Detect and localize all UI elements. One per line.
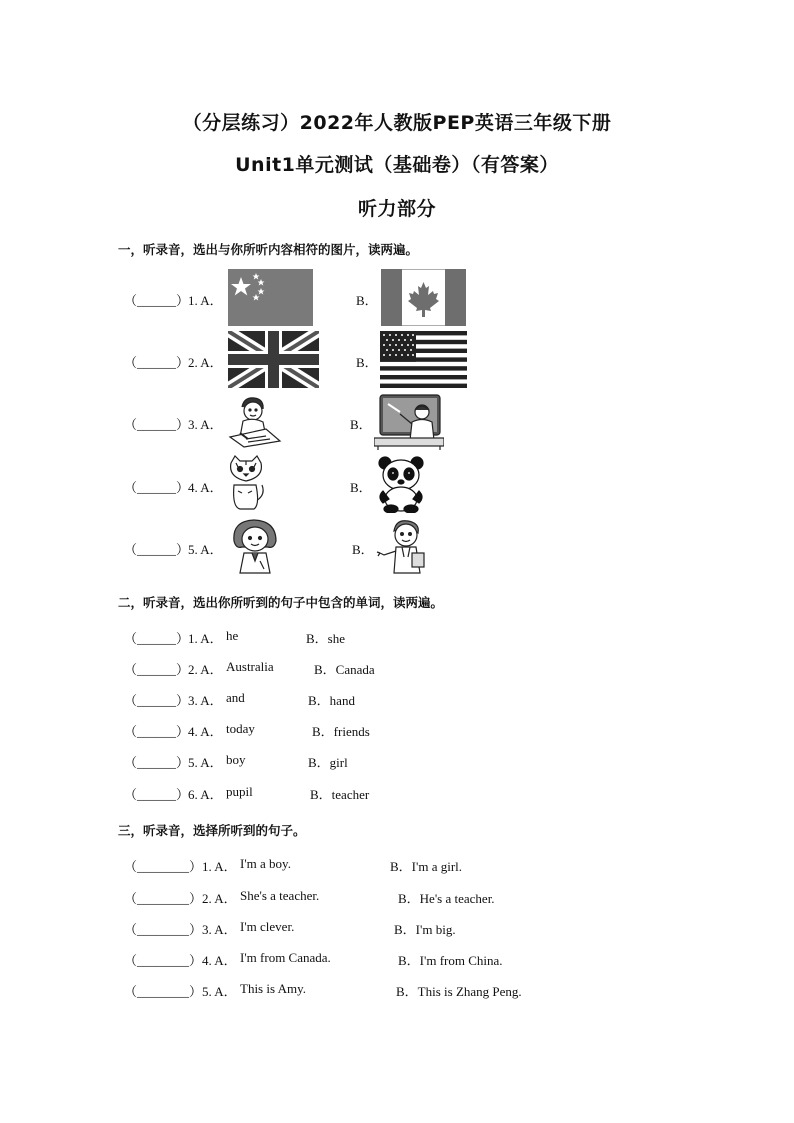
china-flag-icon[interactable]: [228, 269, 313, 326]
page-subtitle: Unit1单元测试（基础卷）（有答案）: [235, 154, 559, 176]
answer-blank[interactable]: （________）: [124, 953, 203, 968]
option-b: B．He's a teacher.: [398, 891, 495, 906]
teacher-blackboard-icon[interactable]: [374, 392, 444, 450]
option-b: B．she: [306, 631, 346, 646]
option-a: I'm a boy.: [240, 856, 291, 871]
question-number: 5. A．: [188, 542, 223, 557]
question-number: 4. A．: [202, 953, 237, 968]
answer-blank[interactable]: （______）: [124, 417, 190, 432]
question-number: 3. A．: [188, 693, 223, 708]
option-b: B．This is Zhang Peng.: [396, 984, 522, 999]
option-b: B．Canada: [314, 662, 375, 677]
answer-blank[interactable]: （________）: [124, 922, 203, 937]
option-b-label: B．: [356, 355, 378, 370]
pupil-writing-icon[interactable]: [226, 393, 282, 449]
girl-icon[interactable]: [230, 517, 280, 575]
option-a: boy: [226, 752, 246, 767]
question-number: 5. A．: [188, 755, 223, 770]
boy-pointing-icon[interactable]: [376, 517, 428, 575]
answer-blank[interactable]: （______）: [124, 662, 190, 677]
option-b: B．I'm big.: [394, 922, 456, 937]
answer-blank[interactable]: （______）: [124, 693, 190, 708]
option-a: She's a teacher.: [240, 888, 320, 903]
question-number: 3. A．: [202, 922, 237, 937]
question-number: 1. A．: [188, 631, 223, 646]
uk-flag-icon[interactable]: [228, 331, 319, 388]
answer-blank[interactable]: （______）: [124, 631, 190, 646]
question-number: 6. A．: [188, 787, 223, 802]
answer-blank[interactable]: （______）: [124, 355, 190, 370]
cat-icon[interactable]: [226, 455, 266, 513]
page-title: （分层练习）2022年人教版PEP英语三年级下册: [182, 112, 612, 134]
option-b: B．I'm from China.: [398, 953, 503, 968]
option-b: B．friends: [312, 724, 370, 739]
option-b: B．I'm a girl.: [390, 859, 463, 874]
option-a: This is Amy.: [240, 981, 306, 996]
option-b: B．hand: [308, 693, 355, 708]
part3-heading: 三，听录音，选择所听到的句子。: [118, 823, 306, 838]
answer-blank[interactable]: （______）: [124, 787, 190, 802]
question-number: 3. A．: [188, 417, 223, 432]
option-b: B．girl: [308, 755, 348, 770]
option-a: pupil: [226, 784, 253, 799]
section-title-listening: 听力部分: [357, 198, 436, 220]
option-a: he: [226, 628, 239, 643]
question-number: 4. A．: [188, 480, 223, 495]
answer-blank[interactable]: （______）: [124, 542, 190, 557]
answer-blank[interactable]: （______）: [124, 724, 190, 739]
option-a: and: [226, 690, 245, 705]
option-b-label: B．: [350, 417, 372, 432]
option-a: I'm clever.: [240, 919, 295, 934]
option-b-label: B．: [356, 293, 378, 308]
question-number: 2. A．: [202, 891, 237, 906]
answer-blank[interactable]: （______）: [124, 755, 190, 770]
question-number: 1. A．: [202, 859, 237, 874]
option-a: today: [226, 721, 255, 736]
answer-blank[interactable]: （________）: [124, 984, 203, 999]
part1-heading: 一，听录音，选出与你所听内容相符的图片，读两遍。: [118, 242, 419, 257]
question-number: 1. A．: [188, 293, 223, 308]
option-b-label: B．: [350, 480, 372, 495]
answer-blank[interactable]: （______）: [124, 480, 190, 495]
option-a: I'm from Canada.: [240, 950, 331, 965]
question-number: 5. A．: [202, 984, 237, 999]
usa-flag-icon[interactable]: [380, 331, 467, 388]
option-b-label: B．: [352, 542, 374, 557]
canada-flag-icon[interactable]: [381, 269, 466, 326]
part2-heading: 二，听录音，选出你所听到的句子中包含的单词，读两遍。: [118, 595, 444, 610]
question-number: 2. A．: [188, 662, 223, 677]
answer-blank[interactable]: （________）: [124, 859, 203, 874]
option-a: Australia: [226, 659, 274, 674]
option-b: B．teacher: [310, 787, 370, 802]
question-number: 4. A．: [188, 724, 223, 739]
question-number: 2. A．: [188, 355, 223, 370]
panda-icon[interactable]: [375, 455, 427, 513]
answer-blank[interactable]: （________）: [124, 891, 203, 906]
answer-blank[interactable]: （______）: [124, 293, 190, 308]
